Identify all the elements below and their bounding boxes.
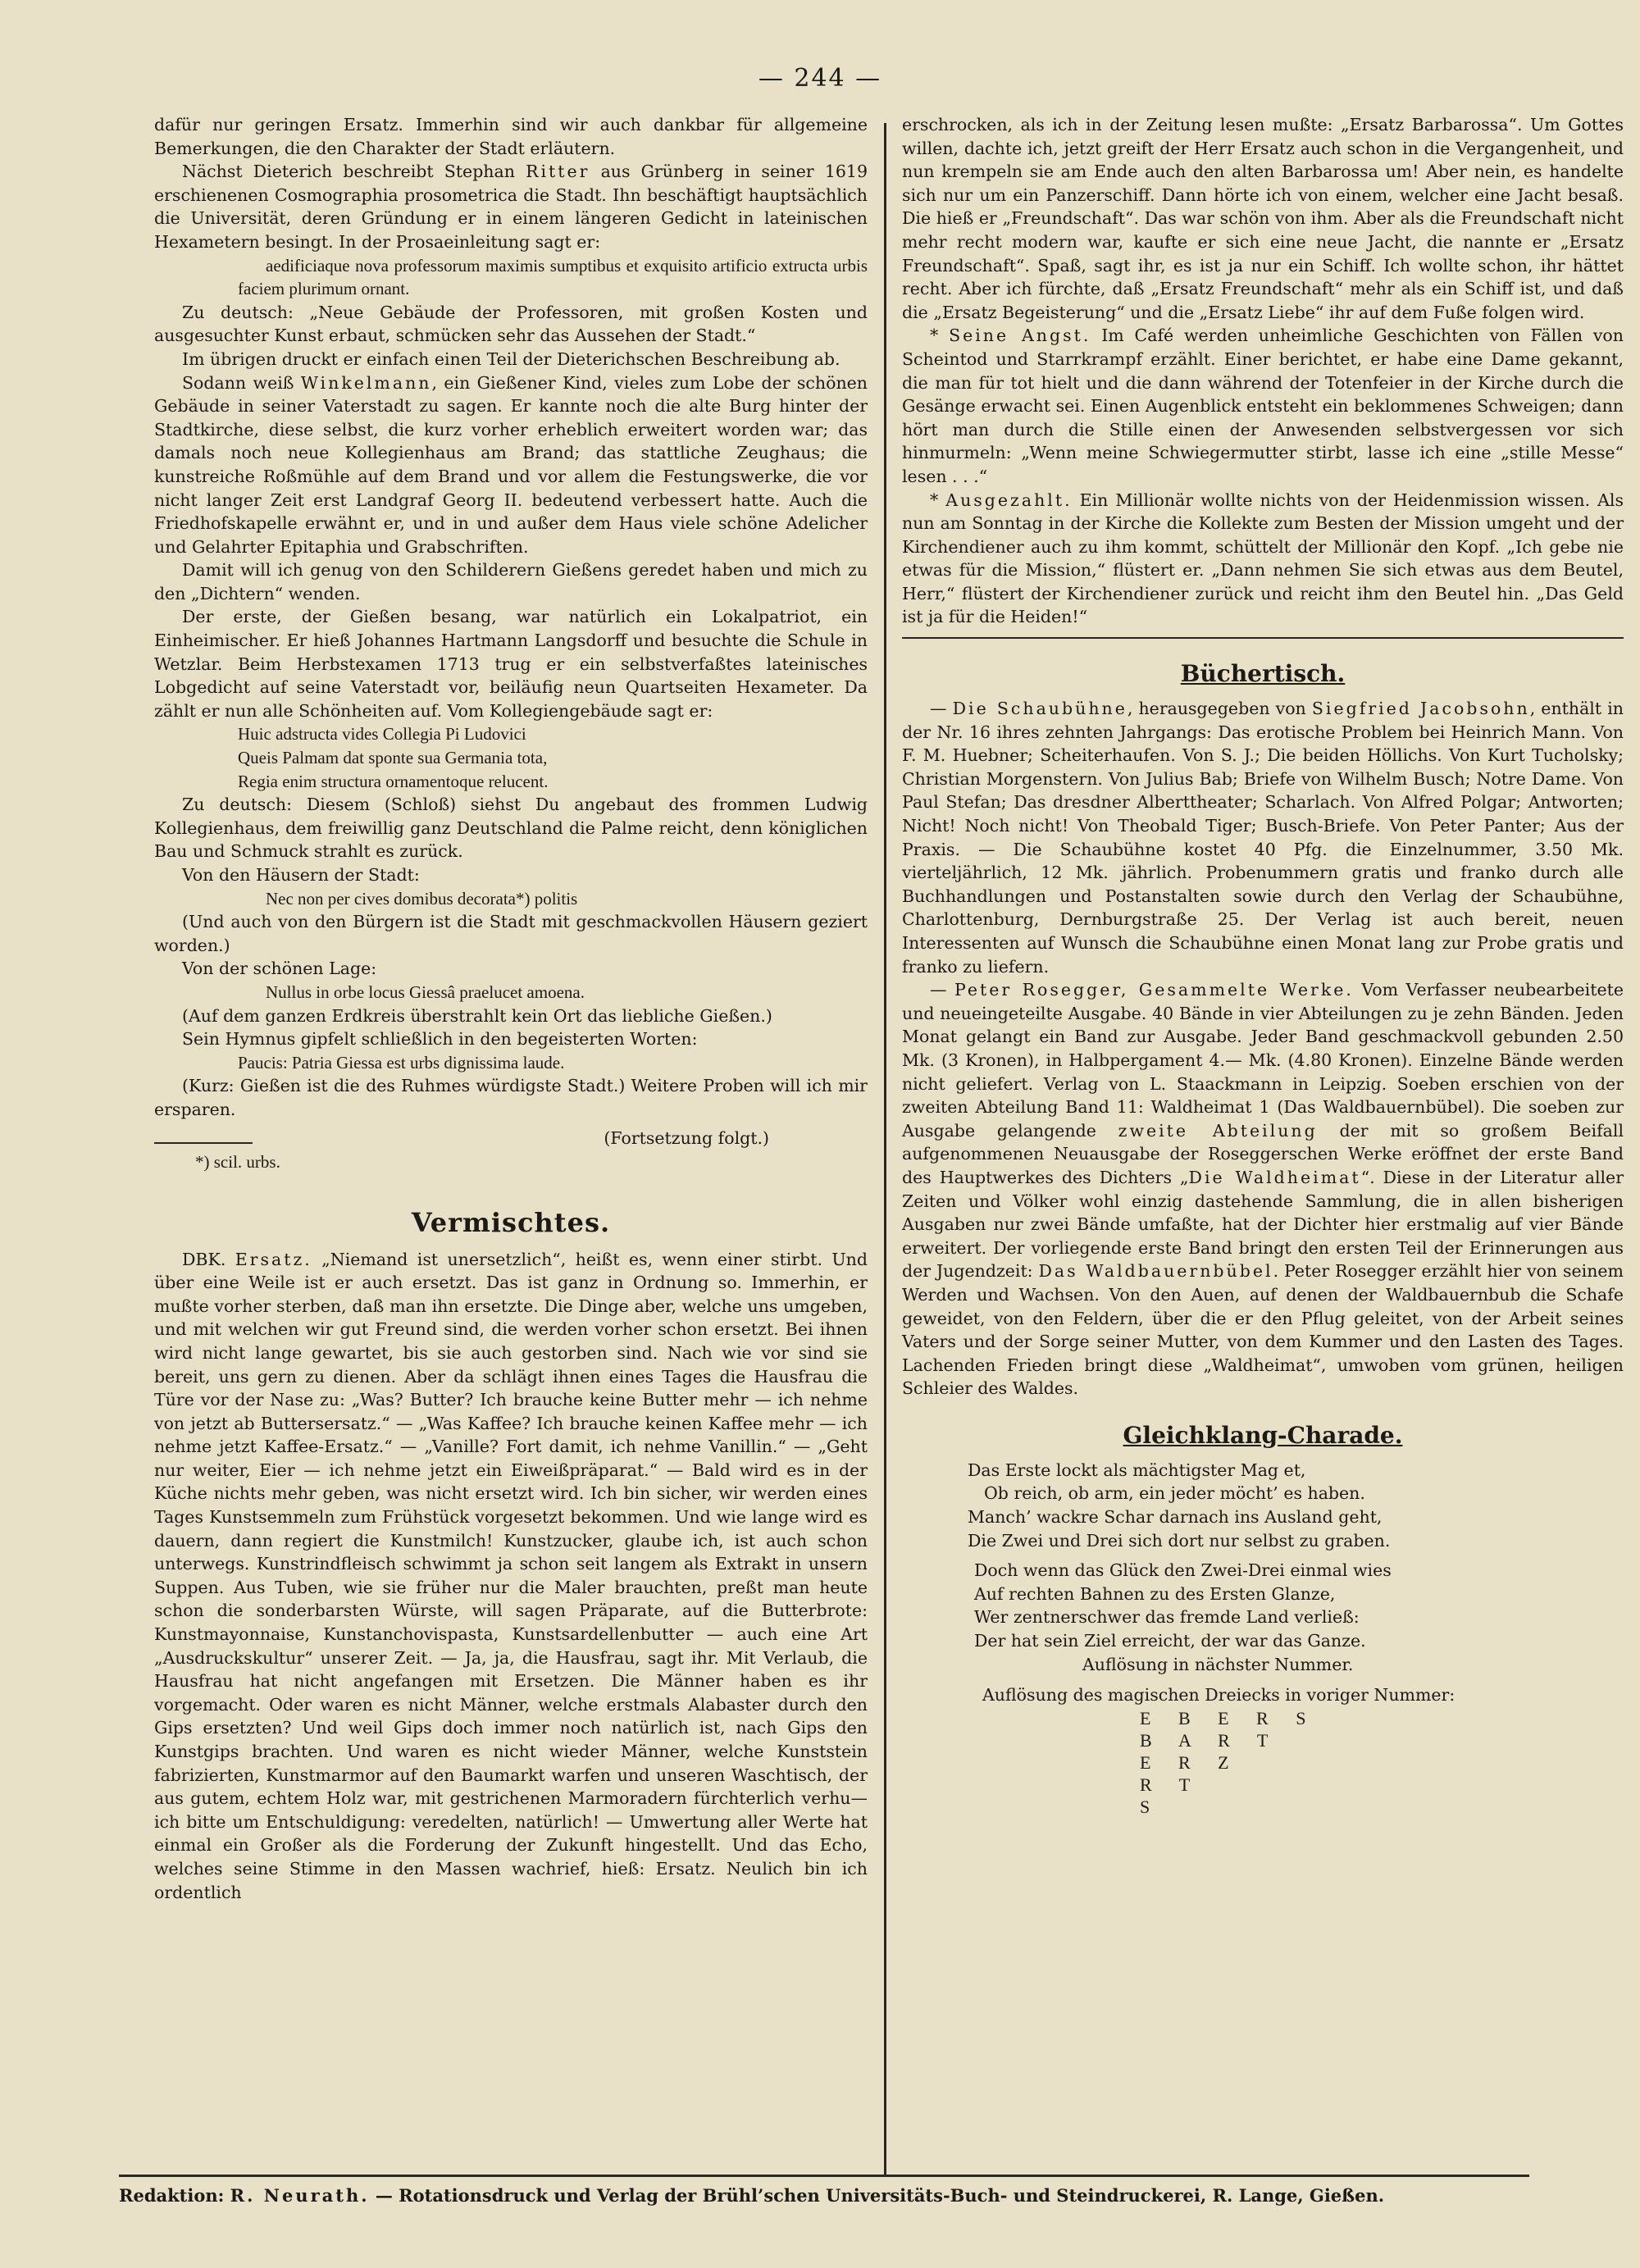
paragraph: Zu deutsch: „Neue Gebäude der Professoren, mit großen Kosten und ausgesuchter Kunst erbaut, schmücken sehr das Aussehen der Stadt.“: [154, 302, 868, 346]
section-heading-charade: Gleichklang-Charade.: [1123, 1421, 1403, 1449]
latin-line: Regia enim structura ornamentoque relucent.: [238, 771, 549, 791]
verse-line: Der hat sein Ziel erreicht, der war das Ganze.: [974, 1631, 1366, 1651]
continuation-line: [154, 1127, 868, 1150]
verse-line: Wer zentnerschwer das fremde Land verließ:: [974, 1607, 1360, 1628]
latin-verse: [154, 722, 868, 793]
latin-line: Huic adstructa vides Collegia Pi Ludovici: [238, 724, 526, 745]
review-rosegger: — Peter Rosegger, Gesammelte Werke. Vom Verfasser neubearbeitete und neueingeteilte Ausgabe. 40 Bände in vier Abteilungen zu je zehn Bänden. Jeden Monat gelangt ein Band zur Ausgabe. Jeder Band geschmackvoll gebunden 2.50 Mk. (3 Kronen), in Halbpergament 4.— Mk. (4.80 Kronen). Einzelne Bände werden nicht geliefert. Verlag von L. Staackmann in Leipzig. Soeben erschien von der zweiten Abteilung Band 11: Waldheimat 1 (Das Waldbauernbübel). Die soeben zur Ausgabe gelangende zweite Abteilung der mit so großem Beifall aufgenommenen Neuausgabe der Roseggerschen Werke eröffnet der erste Band des Hauptwerkes des Dichters „Die Waldheimat“. Diese in der Literatur aller Zeiten und Völker wohl einzig dastehende Sammlung, die in allen bisherigen Ausgaben nur zwei Bände umfaßte, hat der Dichter hier erstmalig auf vier Bände erweitert. Der vorliegende erste Band bringt den ersten Teil der Erinnerungen aus der Jugendzeit: Das Waldbauernbübel. Peter Rosegger erzählt hier von seinem Werden und Wachsen. Von den Auen, auf denen der Waldbauernbub die Schafe geweidet, von den Feldern, über die er den Pflug geleitet, von der Arbeit seines Vaters und der Sorge seiner Mutter, von dem Kummer und den Lasten des Tages. Lachenden Frieden bringt diese „Waldheimat“, umwoben vom grünen, heiligen Schleier des Waldes.: [902, 980, 1624, 1399]
latin-line: Queis Palmam dat sponte sua Germania tota,: [238, 748, 548, 768]
verse-line: Das Erste lockt als mächtigster Mag et,: [968, 1460, 1306, 1480]
paragraph: Zu deutsch: Diesem (Schloß) siehst Du angebaut des frommen Ludwig Kollegienhaus, dem freiwillig ganz Deutschland die Palme reicht, denn königlichen Bau und Schmuck strahlt es zurück.: [154, 795, 868, 862]
article-seine-angst: * Seine Angst. Im Café werden unheimliche Geschichten von Fällen von Scheintod und Starrkrampf erzählt. Einer berichtet, er habe eine Dame gekannt, die man für tot hielt und die dann während der Totenfeier in der Kirche durch die Gesänge erwacht sei. Einen Augenblick entsteht ein beklommenes Schweigen; dann hört man durch die Stille einen der Anwesenden selbstvergessen vor sich hinmurmeln: „Wenn meine Schwiegermutter stirbt, lasse ich eine „stille Messe“ lesen . . .“: [902, 326, 1624, 486]
article-keyword: Ersatz.: [235, 1249, 312, 1269]
magic-triangle: [902, 1707, 1624, 1818]
article-keyword: Ausgezahlt.: [945, 490, 1073, 510]
triangle-row: E R Z: [1140, 1752, 1241, 1774]
triangle-row: S: [1140, 1797, 1162, 1818]
footnote: *) scil. urbs.: [195, 1151, 280, 1172]
paragraph: (Auf dem ganzen Erdkreis überstrahlt kein Ort das liebliche Gießen.): [182, 1005, 772, 1026]
review-schaubuehne: — Die Schaubühne, herausgegeben von Siegfried Jacobsohn, enthält in der Nr. 16 ihres zehnten Jahrgangs: Das erotische Problem bei Heinrich Mann. Von F. M. Huebner; Scheiterhaufen. Von S. J.; Die beiden Höllichs. Von Kurt Tucholsky; Christian Morgenstern. Von Julius Bab; Briefe von Wilhelm Busch; Notre Dame. Von Paul Stefan; Das dresdner Alberttheater; Scharlach. Von Alfred Polgar; Antworten; Nicht! Noch nicht! Von Theobald Tiger; Busch-Briefe. Von Peter Panter; Aus der Praxis. — Die Schaubühne kostet 40 Pfg. die Einzelnummer, 3.50 Mk. vierteljährlich, 12 Mk. jährlich. Probenummern gratis und franko durch alle Buchhandlungen und Postanstalten sowie durch den Verlag der Schaubühne, Charlottenburg, Dernburgstraße 25. Der Verlag ist auch bereit, neuen Interessenten auf Wunsch die Schaubühne einen Monat lang zur Probe gratis und franko zu liefern.: [902, 699, 1624, 977]
paragraph: Der erste, der Gießen besang, war natürlich ein Lokalpatriot, ein Einheimischer. Er hieß Johannes Hartmann Langsdorff und besuchte die Schule in Wetzlar. Beim Herbstexamen 1713 trug er ein selbstverfaßtes lateinisches Lobgedicht auf seine Vaterstadt vor, beiläufig neun Quartseiten Hexameter. Da zählt er nun alle Schönheiten auf. Vom Kollegiengebäude sagt er:: [154, 607, 868, 721]
charade-verse: [902, 1459, 1624, 1676]
right-column: [902, 113, 1624, 1818]
left-column: [154, 113, 868, 1904]
triangle-row: R T: [1140, 1774, 1202, 1796]
article-keyword: Seine Angst.: [949, 326, 1091, 346]
paragraph: Nächst Dieterich beschreibt Stephan Ritter aus Grünberg in seiner 1619 erschienenen Cosmographia prosometrica die Stadt. Ihn beschäftigt hauptsächlich die Universität, deren Gründung er in einem längeren Gedicht in lateinischen Hexametern besingt. In der Prosaeinleitung sagt er:: [154, 162, 868, 252]
imprint-footer: [119, 2175, 1529, 2206]
paragraph: Im übrigen druckt er einfach einen Teil der Dieterichschen Beschreibung ab.: [182, 348, 840, 369]
section-rule: [902, 637, 1624, 639]
paragraph: erschrocken, als ich in der Zeitung lesen mußte: „Ersatz Barbarossa“. Um Gottes willen, dachte ich, jetzt greift der Herr Ersatz auch schon in die Vergangenheit, und nun krempeln sie am Ende auch den alten Barbarossa um! Aber nein, es handelte sich nur um ein Panzerschiff. Dann hörte ich von einem, welcher eine Jacht besaß. Die hieß er „Freundschaft“. Das war schön von ihm. Aber als die Freundschaft nicht mehr recht modern war, kaufte er sich eine neue Jacht, die nannte er „Ersatz Freundschaft“. Spaß, sagt ihr, es ist ja nur ein Schiff. Ich wollte schon, ihr hättet recht. Aber ich fürchte, daß „Ersatz Freundschaft“ mehr als ein Schiff ist, und daß die „Ersatz Begeisterung“ und die „Ersatz Liebe“ ihr auf dem Fuße folgen wird.: [902, 115, 1624, 322]
section-heading-buechertisch: Büchertisch.: [1180, 660, 1346, 688]
section-heading-vermischtes: Vermischtes.: [411, 1206, 611, 1238]
latin-quote: Paucis: Patria Giessa est urbs dignissima laude.: [238, 1052, 565, 1073]
verse-line: Die Zwei und Drei sich dort nur selbst zu graben.: [968, 1530, 1391, 1551]
page-number: — 244 —: [758, 64, 882, 93]
verse-line: Auf rechten Bahnen zu des Ersten Glanze,: [974, 1583, 1336, 1604]
paragraph: Sein Hymnus gipfelt schließlich in den begeisterten Worten:: [182, 1029, 698, 1050]
solution-title: Auflösung des magischen Dreiecks in voriger Nummer:: [982, 1685, 1456, 1706]
article-ersatz: DBK. Ersatz. „Niemand ist unersetzlich“, heißt es, wenn einer stirbt. Und über eine Weile ist er auch ersetzt. Das ist ganz in Ordnung so. Immerhin, er mußte vorher sterben, daß man ihn ersetzte. Die Dinge aber, welche uns umgeben, und mit welchen wir gut Freund sind, die werden vorher schon ersetzt. Bei ihnen wird nicht lange gewartet, bis sie auch gestorben sind. Nach wie vor sind sie bereit, uns gern zu dienen. Aber da schlägt ihnen eines Tages die Hausfrau die Türe vor der Nase zu: „Was? Butter? Ich brauche keine Butter mehr — ich nehme von jetzt ab Buttersersatz.“ — „Was Kaffee? Ich brauche keinen Kaffee mehr — ich nehme jetzt Kaffee-Ersatz.“ — „Vanille? Fort damit, ich nehme Vanillin.“ — „Geht nur weiter, Eier — ich nehme jetzt ein Eiweißpräparat.“ — Bald wird es in der Küche nichts mehr geben, was nicht ersetzt wird. Ich bin sicher, wir werden eines Tages Kunstsemmeln zum Frühstück vorgesetzt bekommen. Und wie lange wird es dauern, dann regiert die Kunstmilch! Kunstzucker, glaube ich, ist auch schon unterwegs. Kunstrindfleisch schwimmt ja schon seit langem als Extrakt in unsern Suppen. Aus Tuben, wie sie früher nur die Maler brauchten, preßt man heute schon die sonderbarsten Würste, will sagen Präparate, auf die Butterbrote: Kunstmayonnaise, Kunstanchovispasta, Kunstsardellenbutter — auch eine Art „Ausdruckskultur“ unserer Zeit. — Ja, ja, die Hausfrau, sagt ihr. Mit Verlaub, die Hausfrau hat nicht angefangen mit Ersetzen. Die Männer haben es ihr vorgemacht. Oder waren es nicht Männer, welche erstmals Alabaster durch den Gips ersetzten? Und weil Gips doch immer noch natürlich ist, nach Gips den Kunstgips brachten. Und waren es nicht wieder Männer, welche Kunststein fabrizierten, Kunstmarmor auf den Baumarkt warfen und unseren Waschtisch, der aus gutem, echtem Holz war, mit gestrichenen Marmoradern fürchterlich verhu— ich bitte um Entschuldigung: veredelten, natürlich! — Umwertung aller Werte hat einmal ein Großer als die Forderung der Zukunft hingestellt. Und das Echo, welches seine Stimme in den Massen wachrief, hieß: Ersatz. Neulich bin ich ordentlich: [154, 1249, 868, 1902]
paragraph: Von den Häusern der Stadt:: [182, 865, 420, 885]
paragraph: (Kurz: Gießen ist die des Ruhmes würdigste Stadt.) Weitere Proben will ich mir ersparen.: [154, 1076, 868, 1119]
latin-quote: aedificiaque nova professorum maximis sumptibus et exquisito artificio extructa urbis faciem plurimum ornant.: [238, 255, 868, 299]
footer-label: Redaktion:: [119, 2185, 225, 2206]
article-ausgezahlt: * Ausgezahlt. Ein Millionär wollte nichts von der Heidenmission wissen. Als nun am Sonntag in der Kirche die Kollekte zum Besten der Mission umgeht und der Kirchendiener auch zu ihm kommt, schüttelt der Millionär den Kopf. „Ich gebe nie etwas für die Mission,“ flüstert er. „Dann nehmen Sie sich etwas aus dem Beutel, Herr,“ flüstert der Kirchendiener zurück und reicht ihm den Beutel hin. „Das Geld ist ja für die Heiden!“: [902, 490, 1624, 627]
latin-quote: Nullus in orbe locus Giessâ praelucet amoena.: [266, 981, 585, 1002]
footer-editor: R. Neurath.: [230, 2185, 370, 2206]
paragraph: Sodann weiß Winkelmann, ein Gießener Kind, vieles zum Lobe der schönen Gebäude in seiner Vaterstadt zu sagen. Er kannte noch die alte Burg hinter der Stadtkirche, diese selbst, die kurz vorher erheblich erweitert worden war; das damals noch neue Kollegienhaus am Brand; das stattliche Zeughaus; die kunstreiche Roßmühle auf dem Brand und vor allem die Festungswerke, die vor nicht langer Zeit erst Landgraf Georg II. bedeutend verbessert hatte. Auch die Friedhofskapelle erwähnt er, und in und außer dem Haus viele schöne Adelicher und Gelahrter Epitaphia und Grabschriften.: [154, 372, 868, 557]
triangle-row: E B E R S: [1140, 1708, 1318, 1729]
footnote-rule: [154, 1142, 253, 1144]
footer-text: — Rotationsdruck und Verlag der Brühl’schen Universitäts-Buch- und Steindruckerei, R. Lange, Gießen.: [369, 2185, 1385, 2206]
triangle-row: B A R T: [1140, 1730, 1280, 1751]
review-title: Die Schaubühne: [952, 699, 1128, 719]
column-divider: [884, 123, 886, 2177]
paragraph: dafür nur geringen Ersatz. Immerhin sind wir auch dankbar für allgemeine Bemerkungen, die den Charakter der Stadt erläutern.: [154, 115, 868, 158]
verse-line: Ob reich, ob arm, ein jeder möcht’ es haben.: [984, 1483, 1365, 1504]
name-ritter: Ritter: [526, 162, 590, 182]
solution-next: Auflösung in nächster Nummer.: [1082, 1654, 1354, 1674]
latin-quote: Nec non per cives domibus decorata*) politis: [266, 888, 578, 909]
paragraph: (Und auch von den Bürgern ist die Stadt mit geschmackvollen Häusern geziert worden.): [154, 912, 868, 955]
paragraph: Damit will ich genug von den Schilderern Gießens geredet haben und mich zu den „Dichtern“ wenden.: [154, 560, 868, 603]
paragraph: Von der schönen Lage:: [182, 959, 377, 979]
name-winkelmann: Winkelmann: [300, 372, 432, 393]
continued-note: (Fortsetzung folgt.): [604, 1127, 769, 1148]
review-title: Peter Rosegger, Gesammelte Werke.: [954, 980, 1354, 1000]
verse-line: Manch’ wackre Schar darnach ins Ausland geht,: [968, 1507, 1383, 1528]
review-editor: Siegfried Jacobsohn: [1311, 699, 1530, 719]
verse-line: Doch wenn das Glück den Zwei-Drei einmal wies: [974, 1560, 1392, 1581]
